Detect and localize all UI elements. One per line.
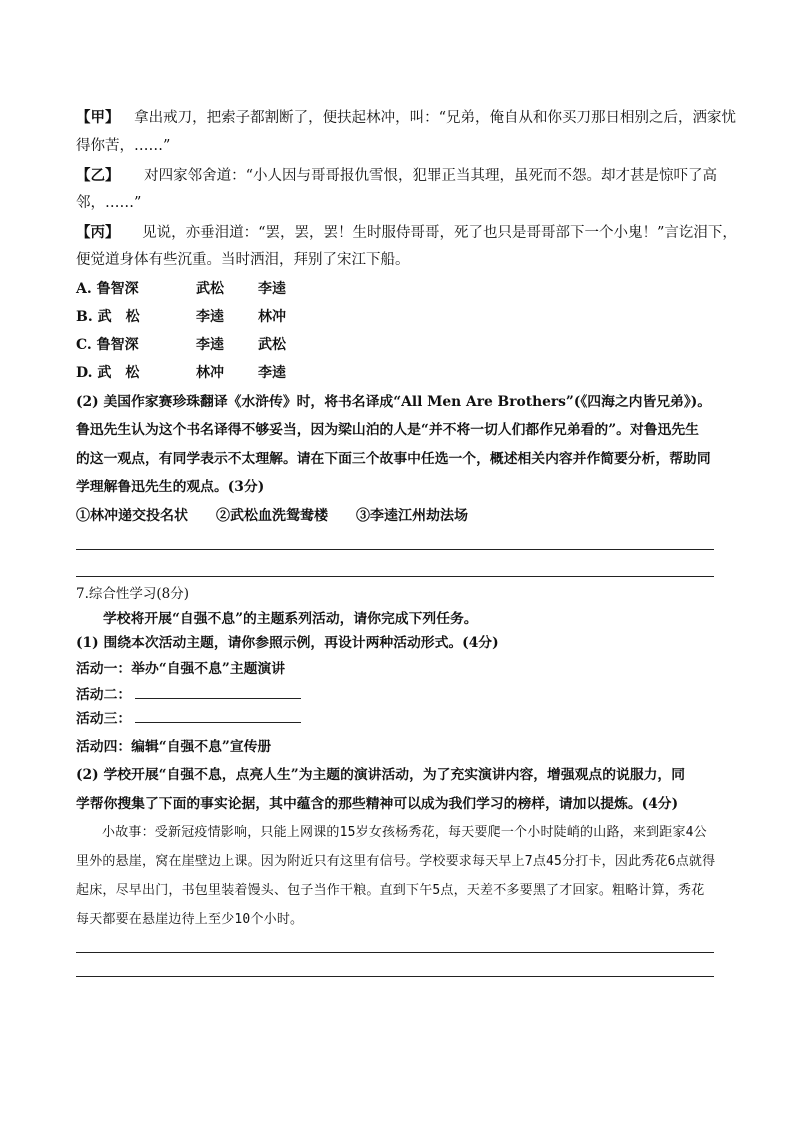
activity-2-blank[interactable] xyxy=(135,684,301,699)
q7-sub1: (1) 围绕本次活动主题，请你参照示例，再设计两种活动形式。(4分) xyxy=(76,635,499,651)
option-a-second: 武松 xyxy=(196,281,224,297)
option-c-label: C. 鲁智深 xyxy=(76,337,139,353)
passage-yi-line1 xyxy=(76,166,717,186)
passage-bing-tag: 【丙】 xyxy=(76,224,120,241)
activity-3-row xyxy=(76,708,301,729)
option-c-third: 武松 xyxy=(258,337,286,353)
answer-line[interactable] xyxy=(76,549,714,550)
passage-yi-text: 对四家邻舍道：“小人因与哥哥报仇雪恨，犯罪正当其理，虽死而不怨。却才甚是惊吓了高 xyxy=(144,168,718,184)
option-a-label: A. 鲁智深 xyxy=(76,281,139,297)
option-d-label: D. 武 松 xyxy=(76,365,140,381)
answer-line[interactable] xyxy=(76,952,714,953)
activity-2-label: 活动二： xyxy=(76,687,132,703)
passage-bing-text: 见说，亦垂泪道：“罢，罢，罢！生时服侍哥哥，死了也只是哥哥部下一个小鬼！”言讫泪下， xyxy=(142,225,737,241)
passage-jia-tag: 【甲】 xyxy=(76,109,120,126)
activity-3-label: 活动三： xyxy=(76,711,132,727)
option-d-third: 李逵 xyxy=(258,365,286,381)
activity-2-row xyxy=(76,684,301,705)
q6-part2-line1: (2) 美国作家赛珍珠翻译《水浒传》时，将书名译成“All Men Are Brothers”(《四海之内皆兄弟》)。 xyxy=(76,394,712,410)
option-c-second: 李逵 xyxy=(196,337,224,353)
story-choice-1: ①林冲递交投名状 xyxy=(76,508,188,524)
passage-bing-line1 xyxy=(76,223,737,243)
passage-jia-line1 xyxy=(76,108,736,128)
passage-bing-line2: 便觉道身体有些沉重。当时洒泪，拜别了宋江下船。 xyxy=(76,252,410,268)
q6-part2-line3: 的这一观点，有同学表示不太理解。请在下面三个故事中任选一个，概述相关内容并作简要分析，帮助同 xyxy=(76,451,711,467)
story-choice-3: ③李逵江州劫法场 xyxy=(356,508,468,524)
story-choice-2: ②武松血洗鸳鸯楼 xyxy=(216,508,328,524)
answer-line[interactable] xyxy=(76,576,714,577)
q6-part2-line2: 鲁迅先生认为这个书名译得不够妥当，因为梁山泊的人是“并不将一切人们都作兄弟看的”。对鲁迅先生 xyxy=(76,422,699,438)
q7-sub2-line1: (2) 学校开展“自强不息，点亮人生”为主题的演讲活动，为了充实演讲内容，增强观点的说服力，同 xyxy=(76,767,686,783)
passage-yi-tag: 【乙】 xyxy=(76,167,120,184)
activity-1: 活动一：举办“自强不息”主题演讲 xyxy=(76,661,286,677)
activity-4: 活动四：编辑“自强不息”宣传册 xyxy=(76,739,272,755)
q7-sub2-line2: 学帮你搜集了下面的事实论据，其中蕴含的那些精神可以成为我们学习的榜样，请加以提炼。(4分) xyxy=(76,796,679,812)
story-paragraph: 小故事：受新冠疫情影响，只能上网课的15岁女孩杨秀花，每天要爬一个小时陡峭的山路，来到距家4公里外的悬崖，窝在崖壁边上课。因为附近只有这里有信号。学校要求每天早上7点45分打卡，因此秀花6点就得起床，尽早出门，书包里装着馒头、包子当作干粮。直到下午5点，天差不多要黑了才回家。粗略计算，秀花每天都要在悬崖边待上至少10个小时。 xyxy=(76,825,716,927)
q7-title: 7.综合性学习(8分) xyxy=(76,586,190,602)
q6-part2-line4: 学理解鲁迅先生的观点。(3分) xyxy=(76,479,265,495)
option-b-third: 林冲 xyxy=(258,309,286,325)
q7-intro: 学校将开展“自强不息”的主题系列活动，请你完成下列任务。 xyxy=(103,611,478,627)
option-a-third: 李逵 xyxy=(258,281,286,297)
option-b-label: B. 武 松 xyxy=(76,309,140,325)
option-d-second: 林冲 xyxy=(196,365,224,381)
option-b-second: 李逵 xyxy=(196,309,224,325)
answer-line[interactable] xyxy=(76,976,714,977)
passage-yi-line2: 邻，……” xyxy=(76,195,142,211)
passage-jia-text: 拿出戒刀，把索子都割断了，便扶起林冲，叫：“兄弟，俺自从和你买刀那日相别之后，洒家忧 xyxy=(134,110,737,126)
passage-jia-line2: 得你苦，……” xyxy=(76,138,171,154)
activity-3-blank[interactable] xyxy=(135,708,301,723)
